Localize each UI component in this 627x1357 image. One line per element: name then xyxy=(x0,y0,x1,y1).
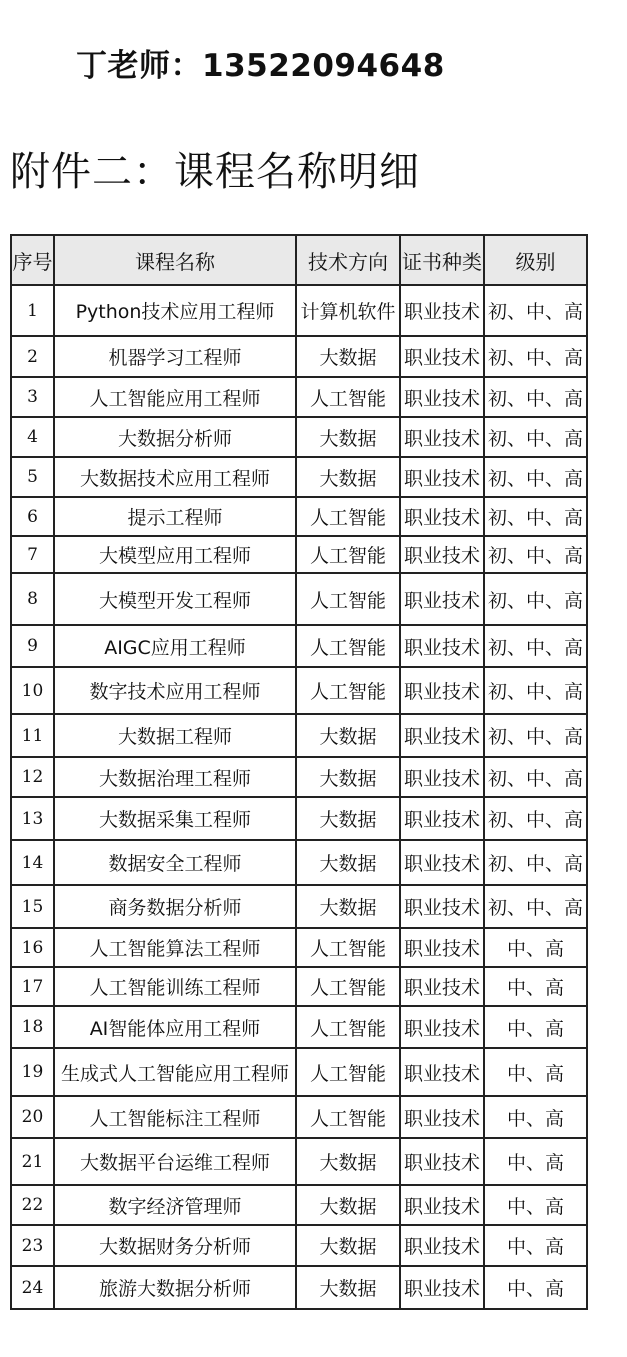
cell-cert-type: 职业技术 xyxy=(400,336,484,377)
table-row xyxy=(11,377,587,417)
cell-cert-type: 职业技术 xyxy=(400,1225,484,1266)
cell-level: 初、中、高 xyxy=(484,536,587,573)
cell-cert-type: 职业技术 xyxy=(400,497,484,536)
cell-direction: 人工智能 xyxy=(296,1048,400,1096)
cell-no: 15 xyxy=(11,885,54,928)
cell-direction: 人工智能 xyxy=(296,667,400,714)
cell-course-name: 数字经济管理师 xyxy=(54,1185,296,1225)
header-direction: 技术方向 xyxy=(296,235,400,285)
cell-level: 初、中、高 xyxy=(484,336,587,377)
cell-cert-type: 职业技术 xyxy=(400,1048,484,1096)
table-row xyxy=(11,885,587,928)
cell-direction: 人工智能 xyxy=(296,573,400,625)
cell-cert-type: 职业技术 xyxy=(400,1006,484,1048)
table-header xyxy=(11,235,587,285)
cell-level: 中、高 xyxy=(484,967,587,1006)
cell-cert-type: 职业技术 xyxy=(400,714,484,757)
cell-level: 初、中、高 xyxy=(484,457,587,497)
cell-no: 23 xyxy=(11,1225,54,1266)
cell-level: 初、中、高 xyxy=(484,417,587,457)
cell-cert-type: 职业技术 xyxy=(400,457,484,497)
table-row xyxy=(11,417,587,457)
cell-course-name: 大数据治理工程师 xyxy=(54,757,296,797)
cell-course-name: 人工智能标注工程师 xyxy=(54,1096,296,1138)
cell-level: 初、中、高 xyxy=(484,625,587,667)
cell-direction: 大数据 xyxy=(296,797,400,840)
cell-course-name: 旅游大数据分析师 xyxy=(54,1266,296,1309)
course-table xyxy=(10,234,588,1310)
table-row xyxy=(11,1138,587,1185)
cell-course-name: 大数据财务分析师 xyxy=(54,1225,296,1266)
table-row xyxy=(11,840,587,885)
table-row xyxy=(11,714,587,757)
cell-cert-type: 职业技术 xyxy=(400,928,484,967)
cell-no: 14 xyxy=(11,840,54,885)
cell-direction: 大数据 xyxy=(296,885,400,928)
table-row xyxy=(11,757,587,797)
cell-no: 11 xyxy=(11,714,54,757)
cell-cert-type: 职业技术 xyxy=(400,757,484,797)
cell-level: 中、高 xyxy=(484,1138,587,1185)
cell-direction: 大数据 xyxy=(296,714,400,757)
cell-level: 初、中、高 xyxy=(484,573,587,625)
cell-no: 6 xyxy=(11,497,54,536)
page-title: 附件二：课程名称明细 xyxy=(10,149,420,195)
cell-course-name: 数据安全工程师 xyxy=(54,840,296,885)
header-no: 序号 xyxy=(11,235,54,285)
cell-no: 12 xyxy=(11,757,54,797)
header-course-name: 课程名称 xyxy=(54,235,296,285)
table-row xyxy=(11,1225,587,1266)
table-row xyxy=(11,667,587,714)
cell-cert-type: 职业技术 xyxy=(400,840,484,885)
cell-cert-type: 职业技术 xyxy=(400,417,484,457)
cell-cert-type: 职业技术 xyxy=(400,625,484,667)
table-row xyxy=(11,1096,587,1138)
cell-level: 中、高 xyxy=(484,1225,587,1266)
table-row xyxy=(11,625,587,667)
cell-level: 初、中、高 xyxy=(484,377,587,417)
cell-cert-type: 职业技术 xyxy=(400,885,484,928)
cell-course-name: 大数据平台运维工程师 xyxy=(54,1138,296,1185)
cell-course-name: 商务数据分析师 xyxy=(54,885,296,928)
cell-cert-type: 职业技术 xyxy=(400,1096,484,1138)
header-row xyxy=(11,235,587,285)
cell-course-name: 大模型应用工程师 xyxy=(54,536,296,573)
table-row xyxy=(11,285,587,336)
cell-no: 8 xyxy=(11,573,54,625)
cell-no: 3 xyxy=(11,377,54,417)
cell-level: 初、中、高 xyxy=(484,667,587,714)
cell-direction: 计算机软件 xyxy=(296,285,400,336)
cell-no: 2 xyxy=(11,336,54,377)
cell-cert-type: 职业技术 xyxy=(400,377,484,417)
cell-direction: 人工智能 xyxy=(296,928,400,967)
cell-no: 1 xyxy=(11,285,54,336)
cell-cert-type: 职业技术 xyxy=(400,1266,484,1309)
cell-course-name: 机器学习工程师 xyxy=(54,336,296,377)
cell-no: 5 xyxy=(11,457,54,497)
table-row xyxy=(11,928,587,967)
cell-level: 中、高 xyxy=(484,928,587,967)
cell-direction: 人工智能 xyxy=(296,967,400,1006)
table-row xyxy=(11,573,587,625)
cell-cert-type: 职业技术 xyxy=(400,536,484,573)
cell-no: 22 xyxy=(11,1185,54,1225)
cell-level: 初、中、高 xyxy=(484,285,587,336)
cell-direction: 大数据 xyxy=(296,840,400,885)
cell-direction: 大数据 xyxy=(296,1266,400,1309)
cell-level: 初、中、高 xyxy=(484,757,587,797)
cell-course-name: AI智能体应用工程师 xyxy=(54,1006,296,1048)
cell-no: 9 xyxy=(11,625,54,667)
cell-course-name: 大数据工程师 xyxy=(54,714,296,757)
cell-direction: 人工智能 xyxy=(296,536,400,573)
cell-direction: 人工智能 xyxy=(296,497,400,536)
table-row xyxy=(11,967,587,1006)
cell-cert-type: 职业技术 xyxy=(400,1138,484,1185)
cell-level: 中、高 xyxy=(484,1048,587,1096)
cell-no: 13 xyxy=(11,797,54,840)
cell-direction: 大数据 xyxy=(296,1138,400,1185)
cell-level: 初、中、高 xyxy=(484,714,587,757)
header-cert-type: 证书种类 xyxy=(400,235,484,285)
cell-no: 10 xyxy=(11,667,54,714)
header-level: 级别 xyxy=(484,235,587,285)
cell-direction: 人工智能 xyxy=(296,377,400,417)
cell-course-name: 人工智能训练工程师 xyxy=(54,967,296,1006)
cell-course-name: 数字技术应用工程师 xyxy=(54,667,296,714)
cell-level: 初、中、高 xyxy=(484,885,587,928)
table-row xyxy=(11,536,587,573)
table-row xyxy=(11,457,587,497)
cell-cert-type: 职业技术 xyxy=(400,967,484,1006)
cell-course-name: 生成式人工智能应用工程师 xyxy=(54,1048,296,1096)
table-row xyxy=(11,336,587,377)
cell-no: 20 xyxy=(11,1096,54,1138)
cell-course-name: 人工智能算法工程师 xyxy=(54,928,296,967)
cell-cert-type: 职业技术 xyxy=(400,667,484,714)
cell-no: 21 xyxy=(11,1138,54,1185)
table-row xyxy=(11,797,587,840)
cell-direction: 大数据 xyxy=(296,417,400,457)
cell-level: 中、高 xyxy=(484,1096,587,1138)
table-row xyxy=(11,1048,587,1096)
cell-level: 初、中、高 xyxy=(484,840,587,885)
contact-line: 丁老师：13522094648 xyxy=(76,48,445,84)
cell-level: 初、中、高 xyxy=(484,797,587,840)
cell-course-name: 大数据分析师 xyxy=(54,417,296,457)
cell-cert-type: 职业技术 xyxy=(400,1185,484,1225)
cell-level: 中、高 xyxy=(484,1006,587,1048)
cell-no: 7 xyxy=(11,536,54,573)
cell-course-name: 人工智能应用工程师 xyxy=(54,377,296,417)
cell-no: 19 xyxy=(11,1048,54,1096)
cell-no: 18 xyxy=(11,1006,54,1048)
cell-cert-type: 职业技术 xyxy=(400,797,484,840)
table-row xyxy=(11,1266,587,1309)
table-row xyxy=(11,497,587,536)
cell-no: 16 xyxy=(11,928,54,967)
cell-level: 中、高 xyxy=(484,1266,587,1309)
cell-direction: 大数据 xyxy=(296,1185,400,1225)
cell-course-name: 大数据采集工程师 xyxy=(54,797,296,840)
cell-direction: 人工智能 xyxy=(296,625,400,667)
cell-course-name: 大模型开发工程师 xyxy=(54,573,296,625)
cell-level: 中、高 xyxy=(484,1185,587,1225)
table-body xyxy=(11,285,587,1309)
cell-direction: 大数据 xyxy=(296,336,400,377)
cell-level: 初、中、高 xyxy=(484,497,587,536)
cell-no: 17 xyxy=(11,967,54,1006)
cell-direction: 人工智能 xyxy=(296,1096,400,1138)
table-row xyxy=(11,1006,587,1048)
cell-course-name: AIGC应用工程师 xyxy=(54,625,296,667)
cell-no: 4 xyxy=(11,417,54,457)
cell-course-name: 大数据技术应用工程师 xyxy=(54,457,296,497)
cell-course-name: Python技术应用工程师 xyxy=(54,285,296,336)
table-row xyxy=(11,1185,587,1225)
cell-cert-type: 职业技术 xyxy=(400,285,484,336)
cell-direction: 大数据 xyxy=(296,457,400,497)
cell-no: 24 xyxy=(11,1266,54,1309)
cell-cert-type: 职业技术 xyxy=(400,573,484,625)
cell-direction: 人工智能 xyxy=(296,1006,400,1048)
cell-direction: 大数据 xyxy=(296,757,400,797)
cell-direction: 大数据 xyxy=(296,1225,400,1266)
cell-course-name: 提示工程师 xyxy=(54,497,296,536)
